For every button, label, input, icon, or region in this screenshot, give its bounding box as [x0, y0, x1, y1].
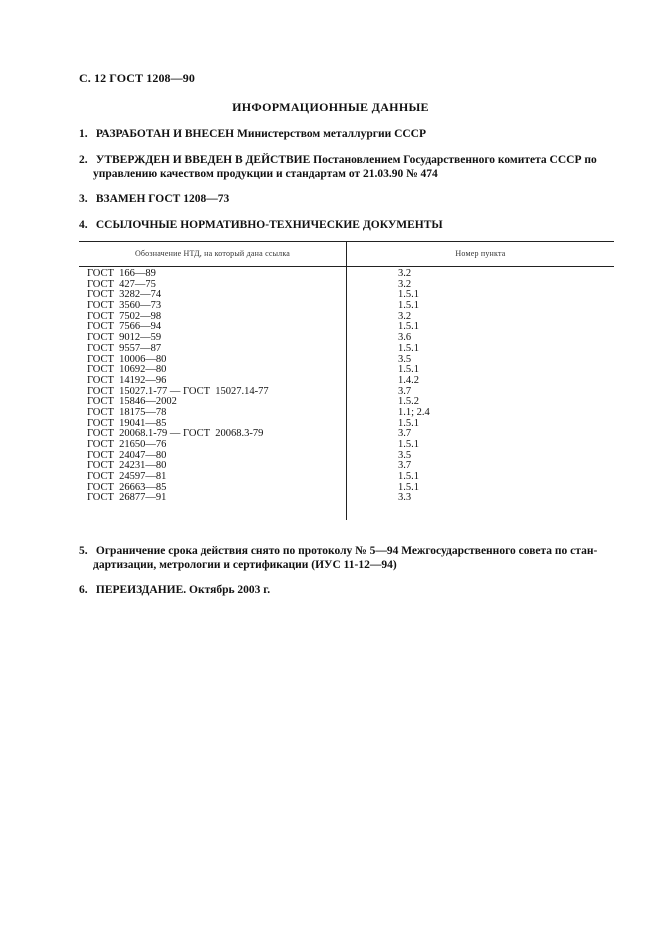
point-number: 1.5.1: [398, 417, 419, 429]
point-number: 3.2: [398, 310, 412, 322]
table-row: [79, 344, 614, 355]
point-number: 1.5.1: [398, 342, 419, 354]
item-number: 1.: [79, 128, 88, 140]
point-number: 3.5: [398, 449, 412, 461]
point-number: 1.5.1: [398, 471, 419, 483]
document-designation: ГОСТ 15846—2002: [87, 396, 177, 408]
column-header-point: Номер пункта: [455, 249, 506, 258]
info-item-2: [79, 153, 615, 181]
table-row: [79, 493, 614, 504]
document-designation: ГОСТ 166—89: [87, 268, 156, 279]
info-item-1: [79, 127, 615, 141]
info-item-6: [79, 583, 615, 597]
document-designation: ГОСТ 21650—76: [87, 439, 167, 450]
item-lead: ВЗАМЕН ГОСТ 1208—73: [95, 193, 230, 205]
point-number: 3.5: [398, 353, 412, 365]
info-item-5: [79, 544, 615, 572]
item-text: Ограничение срока действия снято по протоколу № 5—94 Межгосударственного совета по стан-: [95, 545, 598, 557]
item-continuation: управлению качеством продукции и стандартам от 21.03.90 № 474: [93, 168, 438, 180]
document-designation: ГОСТ 26877—91: [87, 492, 167, 504]
document-designation: ГОСТ 9557—87: [87, 342, 162, 354]
point-number: 3.2: [398, 278, 412, 290]
section-title: ИНФОРМАЦИОННЫЕ ДАННЫЕ: [232, 100, 429, 114]
table-row: [79, 376, 614, 387]
page-header: С. 12 ГОСТ 1208—90: [79, 71, 195, 85]
point-number: 3.6: [398, 332, 412, 344]
point-number: 1.5.1: [398, 321, 419, 333]
point-number: 1.5.1: [398, 481, 419, 493]
point-number: 3.7: [398, 460, 412, 472]
item-number: 5.: [79, 545, 88, 557]
document-designation: ГОСТ 10006—80: [87, 353, 167, 365]
item-lead: ПЕРЕИЗДАНИЕ.: [95, 584, 187, 596]
item-number: 4.: [79, 219, 88, 231]
document-designation: ГОСТ 10692—80: [87, 364, 167, 376]
point-number: 3.7: [398, 385, 412, 397]
document-designation: ГОСТ 9012—59: [87, 332, 162, 344]
point-number: 1.5.1: [398, 439, 419, 450]
document-designation: ГОСТ 14192—96: [87, 374, 167, 386]
point-number: 3.2: [398, 268, 412, 279]
item-lead: УТВЕРЖДЕН И ВВЕДЕН В ДЕЙСТВИЕ: [95, 154, 311, 166]
info-item-4: [79, 218, 615, 232]
point-number: 1.5.1: [398, 300, 419, 312]
document-designation: ГОСТ 15027.1-77 — ГОСТ 15027.14-77: [87, 385, 269, 397]
column-header-document: Обозначение НТД, на который дана ссылка: [134, 249, 291, 258]
point-number: 1.1; 2.4: [398, 406, 430, 418]
item-text: Октябрь 2003 г.: [189, 584, 271, 596]
document-designation: ГОСТ 3560—73: [87, 300, 162, 312]
document-designation: ГОСТ 20068.1-79 — ГОСТ 20068.3-79: [87, 428, 264, 440]
document-designation: ГОСТ 26663—85: [87, 481, 167, 493]
item-continuation: дартизации, метрологии и сертификации (ИУС 11-12—94): [93, 559, 397, 571]
document-designation: ГОСТ 19041—85: [87, 417, 167, 429]
document-designation: ГОСТ 24597—81: [87, 471, 167, 483]
document-designation: ГОСТ 7566—94: [87, 321, 162, 333]
item-lead: РАЗРАБОТАН И ВНЕСЕН: [95, 128, 235, 140]
item-lead: ССЫЛОЧНЫЕ НОРМАТИВНО-ТЕХНИЧЕСКИЕ ДОКУМЕНТЫ: [95, 219, 443, 231]
point-number: 1.4.2: [398, 374, 419, 386]
document-designation: ГОСТ 24047—80: [87, 449, 167, 461]
document-designation: ГОСТ 24231—80: [87, 460, 167, 472]
document-designation: ГОСТ 18175—78: [87, 406, 167, 418]
document-designation: ГОСТ 427—75: [87, 278, 156, 290]
item-number: 6.: [79, 584, 88, 596]
point-number: 3.7: [398, 428, 412, 440]
point-number: 1.5.1: [398, 364, 419, 376]
item-number: 2.: [79, 154, 88, 166]
table-row: [79, 269, 614, 280]
table-body: [79, 269, 614, 504]
item-text: Министерством металлургии СССР: [236, 128, 427, 140]
info-item-3: [79, 192, 615, 206]
document-designation: ГОСТ 3282—74: [87, 289, 162, 301]
document-designation: ГОСТ 7502—98: [87, 310, 162, 322]
reference-table: [79, 241, 614, 520]
point-number: 1.5.2: [398, 396, 419, 408]
point-number: 1.5.1: [398, 289, 419, 301]
item-number: 3.: [79, 193, 88, 205]
item-text: Постановлением Государственного комитета СССР по: [313, 154, 597, 166]
point-number: 3.3: [398, 492, 412, 504]
